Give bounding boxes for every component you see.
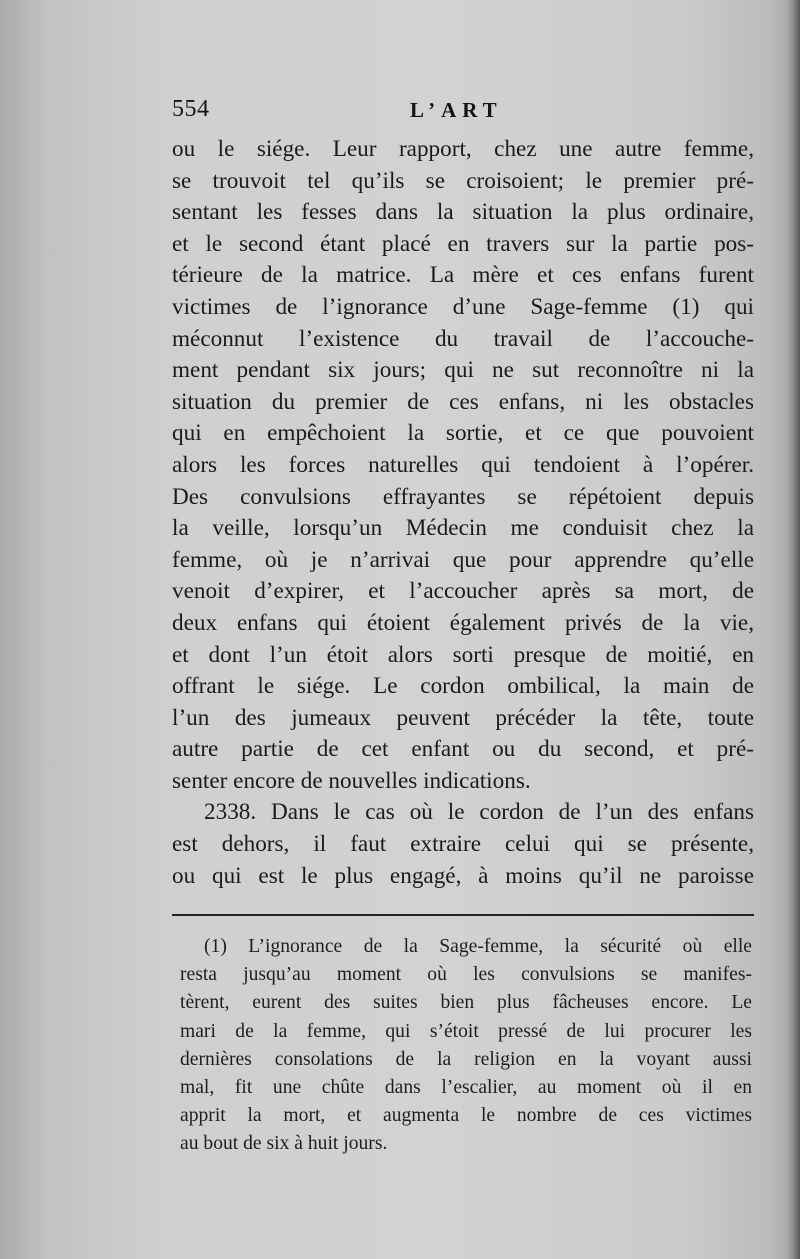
- text-line: ou qui est le plus engagé, à moins qu’il ne paroisse: [172, 862, 754, 889]
- text-line: senter encore de nouvelles indications.: [172, 767, 531, 794]
- text-line: ou le siége. Leur rapport, chez une autre femme,: [172, 136, 754, 162]
- text-line: deux enfans qui étoient également privés de la vie,: [172, 609, 754, 636]
- footnote: [180, 933, 752, 1159]
- running-head: L’ART: [410, 98, 503, 122]
- text-line: térieure de la matrice. La mère et ces enfans furent: [172, 262, 754, 289]
- footnote-line: resta jusqu’au moment où les convulsions se manifes-: [180, 964, 752, 986]
- main-text: [172, 134, 754, 892]
- footnote-divider: [172, 914, 754, 916]
- text-line: sentant les fesses dans la situation la plus ordinaire,: [172, 199, 754, 226]
- footnote-line: au bout de six à huit jours.: [180, 1133, 388, 1155]
- text-line: venoit d’expirer, et l’accoucher après sa mort, de: [172, 578, 754, 605]
- page-header: [172, 96, 732, 130]
- text-line: alors les forces naturelles qui tendoient à l’opérer.: [172, 451, 754, 478]
- text-line: Des convulsions effrayantes se répétoient depuis: [172, 483, 754, 510]
- footnote-line: dernières consolations de la religion en la voyant aussi: [180, 1048, 752, 1070]
- text-line: est dehors, il faut extraire celui qui se présente,: [172, 831, 754, 858]
- footnote-line: mari de la femme, qui s’étoit pressé de lui procurer les: [180, 1020, 752, 1042]
- text-line: ment pendant six jours; qui ne sut reconnoître ni la: [172, 357, 754, 384]
- text-line: femme, où je n’arrivai que pour apprendre qu’elle: [172, 546, 754, 573]
- text-line: victimes de l’ignorance d’une Sage-femme (1) qui: [172, 293, 754, 320]
- page-number: 554: [172, 96, 210, 122]
- text-line: offrant le siége. Le cordon ombilical, la main de: [172, 673, 754, 700]
- footnote-line: (1) L’ignorance de la Sage-femme, la sécurité où elle: [204, 936, 752, 957]
- text-line: qui en empêchoient la sortie, et ce que pouvoient: [172, 420, 754, 447]
- text-line: l’un des jumeaux peuvent précéder la tête, toute: [172, 704, 754, 731]
- footnote-line: mal, fit une chûte dans l’escalier, au moment où il en: [180, 1077, 752, 1099]
- footnote-line: apprit la mort, et augmenta le nombre de ces victimes: [180, 1105, 752, 1127]
- text-line: se trouvoit tel qu’ils se croisoient; le premier pré-: [172, 167, 754, 194]
- text-line: méconnut l’existence du travail de l’accouche-: [172, 325, 754, 352]
- text-line: situation du premier de ces enfans, ni les obstacles: [172, 388, 754, 415]
- text-line: et le second étant placé en travers sur la partie pos-: [172, 230, 754, 257]
- footnote-line: tèrent, eurent des suites bien plus fâcheuses encore. Le: [180, 992, 752, 1014]
- text-line: autre partie de cet enfant ou du second, et pré-: [172, 736, 754, 763]
- text-line: et dont l’un étoit alors sorti presque de moitié, en: [172, 641, 754, 668]
- text-line: 2338. Dans le cas où le cordon de l’un des enfans: [204, 799, 754, 826]
- text-line: la veille, lorsqu’un Médecin me conduisit chez la: [172, 515, 754, 542]
